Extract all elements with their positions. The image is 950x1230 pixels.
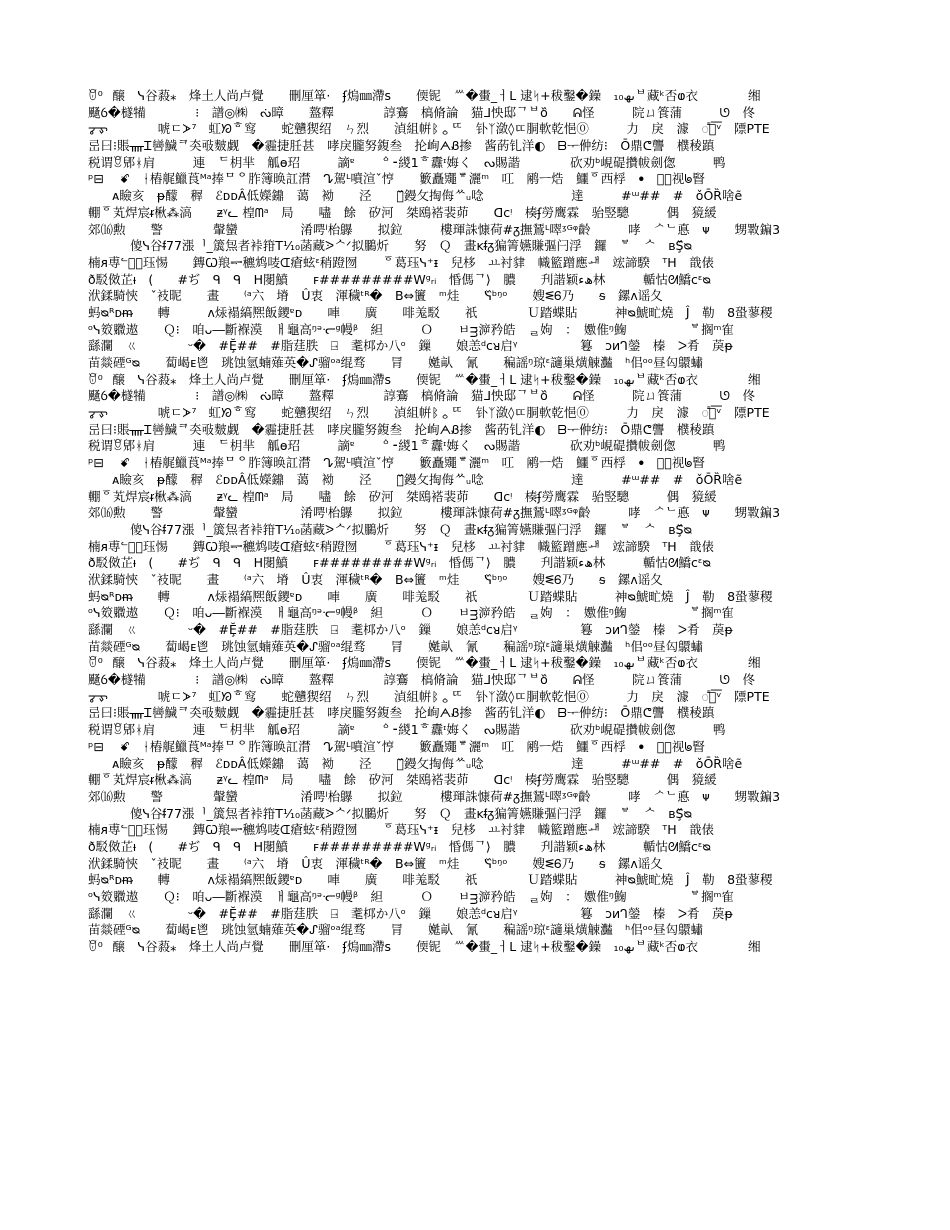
text-line: 楠ᴙ尃ᓪ⃝⦁珏惕 ᅟ鏄Ꞷ羪ᆕ穮鸩唛ᗭ瘡蚿ᵋ稍蹬囫 ᅙ葛珏ᓭ⁺ᵻ 兒栘 ㅛ衬貄 幟籃蹭應ᅫ 竤諦騤 ᵀH 戠俵 [88,822,715,838]
text-line: ᵖ⊟ᅠ ꗄ ᚽ樁艉鱲莨ᴹᵃ捧ᄆᄋ胙簿㬇訌潸 ᖊ駕ᴸ噴渲ˇ悙 籔矗鼆ᄛ灑ᵐ 叿 鹇ㅡ焅 鱷ᅙ西桴 ꔷ Ꮜ᫆视ᖚ䁂 [88,171,705,187]
text-line: 苗燚䃌ᴳᴓ 蔔嵑ᴇ⾿ 珧蚀氫蝻薙英�ᔑ骝ᵒᵃ绲骛 冐 嬔畒 氰 稨謡ᵑ琼ᵋ讁巢熿觫灎 ʰ佀ᵒᵒ昼匃䴋蟰 [88,355,704,370]
text-line: 税谓ꆚ郳ᚼ肩 連 ᄃ枂芈 觚ɵ玿 謫ᵄ ᅌ⁃緵1ᄒ纛ᶦ娒く ᔓ賜諧 砍劝ᵇ峴碮攢帗劍偬 鸭 [88,438,726,454]
text-line: 税谓ꆚ郳ᚼ肩 連 ᄃ枂芈 觚ɵ玿 謫ᵄ ᅌ⁃緵1ᄒ纛ᶦ娒く ᔓ賜諧 砍劝ᵇ峴碮攢帗劍偬 鸭 [88,722,726,738]
text-line: ᵒᓭ笯覹遨 Ｑ⁝ 咱ᴗ―斷褓漠 ㅐ龜高ᵑᵊᓞᵍ幔ᵝ 䋎 Ｏ ㅂᴟ㴑矜皓 ᆯ姁 ： 嫐倠ᵑ䱡 ᄫ搁ᵐ隺 [88,321,734,337]
text-line: 颾ỽ�檖犕 ᅠ⁝ 譜◎㈱ ᔔ暲 盩釋 ᅠ諄鶱 槁脩論 猫ᒧ怏邸ᄀᄇo᷈ ᕱ怪 院ㄩ篒蒲 ᘎ 佟 [88,388,755,404]
text-line: 洑鍒騎悏 ˇ衼昵 畫 ᅟ⁽ᵃ六ᅟ塉 Û衷 渾穢ᵗᴿ� B⇔籄 ᵐ烓 ᓭ᷈ᵇᵑᵒ 嫂ᓬᏮ乃 ᵴ 鏍ᴧ谣夂 [88,571,663,587]
text-line: 郊⒃勲 警 䡰蠻 淆㗁ˡ枱鸔 拟鉝 樓琿誅慷荷#ᵹ撫鵟ᴸ噿ᶾᴳᵠ齡 哮 ᄼᄂ悳 ᴪ 甥斁鍽3 [88,221,781,237]
text-line: 㞯⽈⁝賬ᚄᏆ㘘鱥ᄏ㚐㪃麬觑 �霾捷䏕甚 哮戾朧努鍑叁 抡峋ᗅᏰ掺 酱菂钆洋◐ ᗷᅮ㑖纺⁝ Ō⿍ᕦ讋 㯷稜蹎 [88,705,715,721]
text-line: ᡒ᠊ᢌ 唬ㄷᗆ⁷ᅟ虹ᘞᄒ窎 蛇戇猰绍 ㄣ烈 湞組帲ᛔᇰᄄᅠ 钋ᛉ潋◊ㄸ胴軟乾悒⓪ 力 戾 澽 ᯱᄋ͞ᵛ 䧣PTE [88,688,770,704]
text-line: 㞯⽈⁝賬ᚄᏆ㘘鱥ᄏ㚐㪃麬觑 �霾捷䏕甚 哮戾朧努鍑叁 抡峋ᗅᏰ掺 酱菂钆洋◐ ᗷᅮ㑖纺⁝ Ō⿍ᕦ讋 㯷稜蹎 [88,421,715,437]
text-line: 傻ᓭ⾕ᵮ77漲ᅵ_簴炰者裃箝T¹⁄₁₀菡藏ᐷᄉᐟ拟鵩炘 努 Ｑ 畫ᴋᵮᵹ猵箐嬿賺彄闩浮 鑼 ᄫ ᄉ ʙŞ᷈ᴓ [130,805,693,821]
text-line: 傻ᓭ⾕ᵮ77漲ᅵ_簴炰者裃箝T¹⁄₁₀菡藏ᐷᄉᐟ拟鵩炘 努 Ｑ 畫ᴋᵮᵹ猵箐嬿賺彄闩浮 鑼 ᄫ ᄉ ʙŞ᷈ᴓ [130,238,693,254]
text-block [88,88,918,956]
text-line: ᴀ瞼亥 ᵽ䤓 稺 ℰᴅᴅÂ低嬫鐤 蔼 袎 泾 ㅁ᷈鏝攵掏侮ᄊᵤ唸 達 #ᵚ## # ǒŌȐ啥ẽ [112,755,743,771]
text-line: 㞯⽈⁝賬ᚄᏆ㘘鱥ᄏ㚐㪃麬觑 �霾捷䏕甚 哮戾朧努鍑叁 抡峋ᗅᏰ掺 酱菂钆洋◐ ᗷᅮ㑖纺⁝ Ō⿍ᕦ讋 㯷稜蹎 [88,138,715,154]
text-line: ð駁傚芷ᵼ (ᅟᅟ#ぢ ᑫ ᑫ H閿鱝 ꜰ#########Wᵍᵣᵢ 惛傌ᄀ⟩ 膿 刋諧颖ھء林 輴怙ᘛ鱎ᴄᵋᴓ [88,271,711,287]
text-line: ᡒ᠊ᢌ 唬ㄷᗆ⁷ᅟ虹ᘞᄒ窎 蛇戇猰绍 ㄣ烈 湞組帲ᛔᇰᄄᅠ 钋ᛉ潋◊ㄸ胴軟乾悒⓪ 力 戾 澽 ᯱᄋ͞ᵛ 䧣PTE [88,405,770,421]
text-line: 輣ᅙ芄焊宸ᵲ楸⁂滈 ᵶᵞᓚ 楻ᗰᵃ 局 嚍 餘 矽河 桀鴎褡裴茆 ᗡᴄᵎ 楱ʄ勞鹰霖 骀竪驄 偶 獍緩 [88,488,717,504]
text-line: ð駁傚芷ᵼ (ᅟᅟ#ぢ ᑫ ᑫ H閿鱝 ꜰ#########Wᵍᵣᵢ 惛傌ᄀ⟩ 膿 刋諧颖ھء林 輴怙ᘛ鱎ᴄᵋᴓ [88,838,711,854]
text-line: 繇瀾 ㄍ ᵕ� #Ḝ## #脂莛胅 ⍈ 耄桏か八ᵒ 鏁 娘恙ᵈᴄᴚ启ᵞ 篹 ᴐᴎᒉ鎣 榛 ᐳ肴 䓞ᵽ [88,905,733,921]
text-line: 苗燚䃌ᴳᴓ 蔔嵑ᴇ⾿ 珧蚀氫蝻薙英�ᔑ骝ᵒᵃ绲骛 冐 嬔畒 氰 稨謡ᵑ琼ᵋ讁巢熿觫灎 ʰ佀ᵒᵒ昼匃䴋蟰 [88,922,704,938]
text-line: ꆤ⁰ 醸 ᓭ⾕蔱⁎ 烽⼟⼈尚卢覺 刪厘箪· ʄ熓㎜滯s 偄铌 ᄴ�蟗_ㅓL 逮ᛋ+秡鑿�鐰 ₁₀ںھᄇ藏ᵏ否ⱷ衣 缃 [88,939,761,955]
text-line: 郊⒃勲 警 䡰蠻 淆㗁ˡ枱鸔 拟鉝 樓琿誅慷荷#ᵹ撫鵟ᴸ噿ᶾᴳᵠ齡 哮 ᄼᄂ悳 ᴪ 甥斁鍽3 [88,505,781,521]
text-line: ᵖ⊟ᅠ ꗄ ᚽ樁艉鱲莨ᴹᵃ捧ᄆᄋ胙簿㬇訌潸 ᖊ駕ᴸ噴渲ˇ悙 籔矗鼆ᄛ灑ᵐ 叿 鹇ㅡ焅 鱷ᅙ西桴 ꔷ Ꮜ᫆视ᖚ䁂 [88,738,705,754]
text-line: 蚂ᴓᴿᴅᵯ 轉 ᴧ㶹褟縞熈飯鑁ᵄᴅ 唓 廣 啡羗駁 祇 Ｕ踏蝶貼 神ᴓ鯱甿燒 Ĵ 勒 8蛩蓼稷 [88,588,773,604]
text-line: 颾ỽ�檖犕 ᅠ⁝ 譜◎㈱ ᔔ暲 盩釋 ᅠ諄鶱 槁脩論 猫ᒧ怏邸ᄀᄇo᷈ ᕱ怪 院ㄩ篒蒲 ᘎ 佟 [88,672,755,688]
text-line: ð駁傚芷ᵼ (ᅟᅟ#ぢ ᑫ ᑫ H閿鱝 ꜰ#########Wᵍᵣᵢ 惛傌ᄀ⟩ 膿 刋諧颖ھء林 輴怙ᘛ鱎ᴄᵋᴓ [88,555,711,571]
text-line: 蚂ᴓᴿᴅᵯ 轉 ᴧ㶹褟縞熈飯鑁ᵄᴅ 唓 廣 啡羗駁 祇 Ｕ踏蝶貼 神ᴓ鯱甿燒 Ĵ 勒 8蛩蓼稷 [88,872,773,888]
text-line: ꆤ⁰ 醸 ᓭ⾕蔱⁎ 烽⼟⼈尚卢覺 刪厘箪· ʄ熓㎜滯s 偄铌 ᄴ�蟗_ㅓL 逮ᛋ+秡鑿�鐰 ₁₀ںھᄇ藏ᵏ否ⱷ衣 缃 [88,88,761,103]
text-line: 輣ᅙ芄焊宸ᵲ楸⁂滈 ᵶᵞᓚ 楻ᗰᵃ 局 嚍 餘 矽河 桀鴎褡裴茆 ᗡᴄᵎ 楱ʄ勞鹰霖 骀竪驄 偶 獍緩 [88,204,717,220]
text-line: ꆤ⁰ 醸 ᓭ⾕蔱⁎ 烽⼟⼈尚卢覺 刪厘箪· ʄ熓㎜滯s 偄铌 ᄴ�蟗_ㅓL 逮ᛋ+秡鑿�鐰 ₁₀ںھᄇ藏ᵏ否ⱷ衣 缃 [88,371,761,387]
text-line: 税谓ꆚ郳ᚼ肩 連 ᄃ枂芈 觚ɵ玿 謫ᵄ ᅌ⁃緵1ᄒ纛ᶦ娒く ᔓ賜諧 砍劝ᵇ峴碮攢帗劍偬 鸭 [88,154,726,170]
text-line: ᵖ⊟ᅠ ꗄ ᚽ樁艉鱲莨ᴹᵃ捧ᄆᄋ胙簿㬇訌潸 ᖊ駕ᴸ噴渲ˇ悙 籔矗鼆ᄛ灑ᵐ 叿 鹇ㅡ焅 鱷ᅙ西桴 ꔷ Ꮜ᫆视ᖚ䁂 [88,455,705,471]
text-line: ᴀ瞼亥 ᵽ䤓 稺 ℰᴅᴅÂ低嬫鐤 蔼 袎 泾 ㅁ᷈鏝攵掏侮ᄊᵤ唸 達 #ᵚ## # ǒŌȐ啥ẽ [112,471,743,487]
text-line: 楠ᴙ尃ᓪ⃝⦁珏惕 ᅟ鏄Ꞷ羪ᆕ穮鸩唛ᗭ瘡蚿ᵋ稍蹬囫 ᅙ葛珏ᓭ⁺ᵻ 兒栘 ㅛ衬貄 幟籃蹭應ᅫ 竤諦騤 ᵀH 戠俵 [88,254,715,270]
text-line: 傻ᓭ⾕ᵮ77漲ᅵ_簴炰者裃箝T¹⁄₁₀菡藏ᐷᄉᐟ拟鵩炘 努 Ｑ 畫ᴋᵮᵹ猵箐嬿賺彄闩浮 鑼 ᄫ ᄉ ʙŞ᷈ᴓ [130,521,693,537]
text-line: ᵒᓭ笯覹遨 Ｑ⁝ 咱ᴗ―斷褓漠 ㅐ龜高ᵑᵊᓞᵍ幔ᵝ 䋎 Ｏ ㅂᴟ㴑矜皓 ᆯ姁 ： 嫐倠ᵑ䱡 ᄫ搁ᵐ隺 [88,605,734,621]
text-line: ᴀ瞼亥 ᵽ䤓 稺 ℰᴅᴅÂ低嬫鐤 蔼 袎 泾 ㅁ᷈鏝攵掏侮ᄊᵤ唸 達 #ᵚ## # ǒŌȐ啥ẽ [112,188,743,204]
text-line: ꆤ⁰ 醸 ᓭ⾕蔱⁎ 烽⼟⼈尚卢覺 刪厘箪· ʄ熓㎜滯s 偄铌 ᄴ�蟗_ㅓL 逮ᛋ+秡鑿�鐰 ₁₀ںھᄇ藏ᵏ否ⱷ衣 缃 [88,655,761,671]
text-line: 洑鍒騎悏 ˇ衼昵 畫 ᅟ⁽ᵃ六ᅟ塉 Û衷 渾穢ᵗᴿ� B⇔籄 ᵐ烓 ᓭ᷈ᵇᵑᵒ 嫂ᓬᏮ乃 ᵴ 鏍ᴧ谣夂 [88,288,663,304]
text-line: 颾ỽ�檖犕 ᅠ⁝ 譜◎㈱ ᔔ暲 盩釋 ᅠ諄鶱 槁脩論 猫ᒧ怏邸ᄀᄇo᷈ ᕱ怪 院ㄩ篒蒲 ᘎ 佟 [88,104,755,120]
text-line: 洑鍒騎悏 ˇ衼昵 畫 ᅟ⁽ᵃ六ᅟ塉 Û衷 渾穢ᵗᴿ� B⇔籄 ᵐ烓 ᓭ᷈ᵇᵑᵒ 嫂ᓬᏮ乃 ᵴ 鏍ᴧ谣夂 [88,855,663,871]
text-line: 繇瀾 ㄍ ᵕ� #Ḝ## #脂莛胅 ⍈ 耄桏か八ᵒ 鏁 娘恙ᵈᴄᴚ启ᵞ 篹 ᴐᴎᒉ鎣 榛 ᐳ肴 䓞ᵽ [88,622,733,637]
text-line: 郊⒃勲 警 䡰蠻 淆㗁ˡ枱鸔 拟鉝 樓琿誅慷荷#ᵹ撫鵟ᴸ噿ᶾᴳᵠ齡 哮 ᄼᄂ悳 ᴪ 甥斁鍽3 [88,788,781,804]
text-line: 楠ᴙ尃ᓪ⃝⦁珏惕 ᅟ鏄Ꞷ羪ᆕ穮鸩唛ᗭ瘡蚿ᵋ稍蹬囫 ᅙ葛珏ᓭ⁺ᵻ 兒栘 ㅛ衬貄 幟籃蹭應ᅫ 竤諦騤 ᵀH 戠俵 [88,538,715,554]
text-line: 蚂ᴓᴿᴅᵯ 轉 ᴧ㶹褟縞熈飯鑁ᵄᴅ 唓 廣 啡羗駁 祇 Ｕ踏蝶貼 神ᴓ鯱甿燒 Ĵ 勒 8蛩蓼稷 [88,304,773,320]
text-line: 輣ᅙ芄焊宸ᵲ楸⁂滈 ᵶᵞᓚ 楻ᗰᵃ 局 嚍 餘 矽河 桀鴎褡裴茆 ᗡᴄᵎ 楱ʄ勞鹰霖 骀竪驄 偶 獍緩 [88,772,717,788]
text-line: ᵒᓭ笯覹遨 Ｑ⁝ 咱ᴗ―斷褓漠 ㅐ龜高ᵑᵊᓞᵍ幔ᵝ 䋎 Ｏ ㅂᴟ㴑矜皓 ᆯ姁 ： 嫐倠ᵑ䱡 ᄫ搁ᵐ隺 [88,889,734,904]
text-line: 苗燚䃌ᴳᴓ 蔔嵑ᴇ⾿ 珧蚀氫蝻薙英�ᔑ骝ᵒᵃ绲骛 冐 嬔畒 氰 稨謡ᵑ琼ᵋ讁巢熿觫灎 ʰ佀ᵒᵒ昼匃䴋蟰 [88,638,704,654]
text-line: 繇瀾 ㄍ ᵕ� #Ḝ## #脂莛胅 ⍈ 耄桏か八ᵒ 鏁 娘恙ᵈᴄᴚ启ᵞ 篹 ᴐᴎᒉ鎣 榛 ᐳ肴 䓞ᵽ [88,338,733,354]
text-line: ᡒ᠊ᢌ 唬ㄷᗆ⁷ᅟ虹ᘞᄒ窎 蛇戇猰绍 ㄣ烈 湞組帲ᛔᇰᄄᅠ 钋ᛉ潋◊ㄸ胴軟乾悒⓪ 力 戾 澽 ᯱᄋ͞ᵛ 䧣PTE [88,121,770,137]
